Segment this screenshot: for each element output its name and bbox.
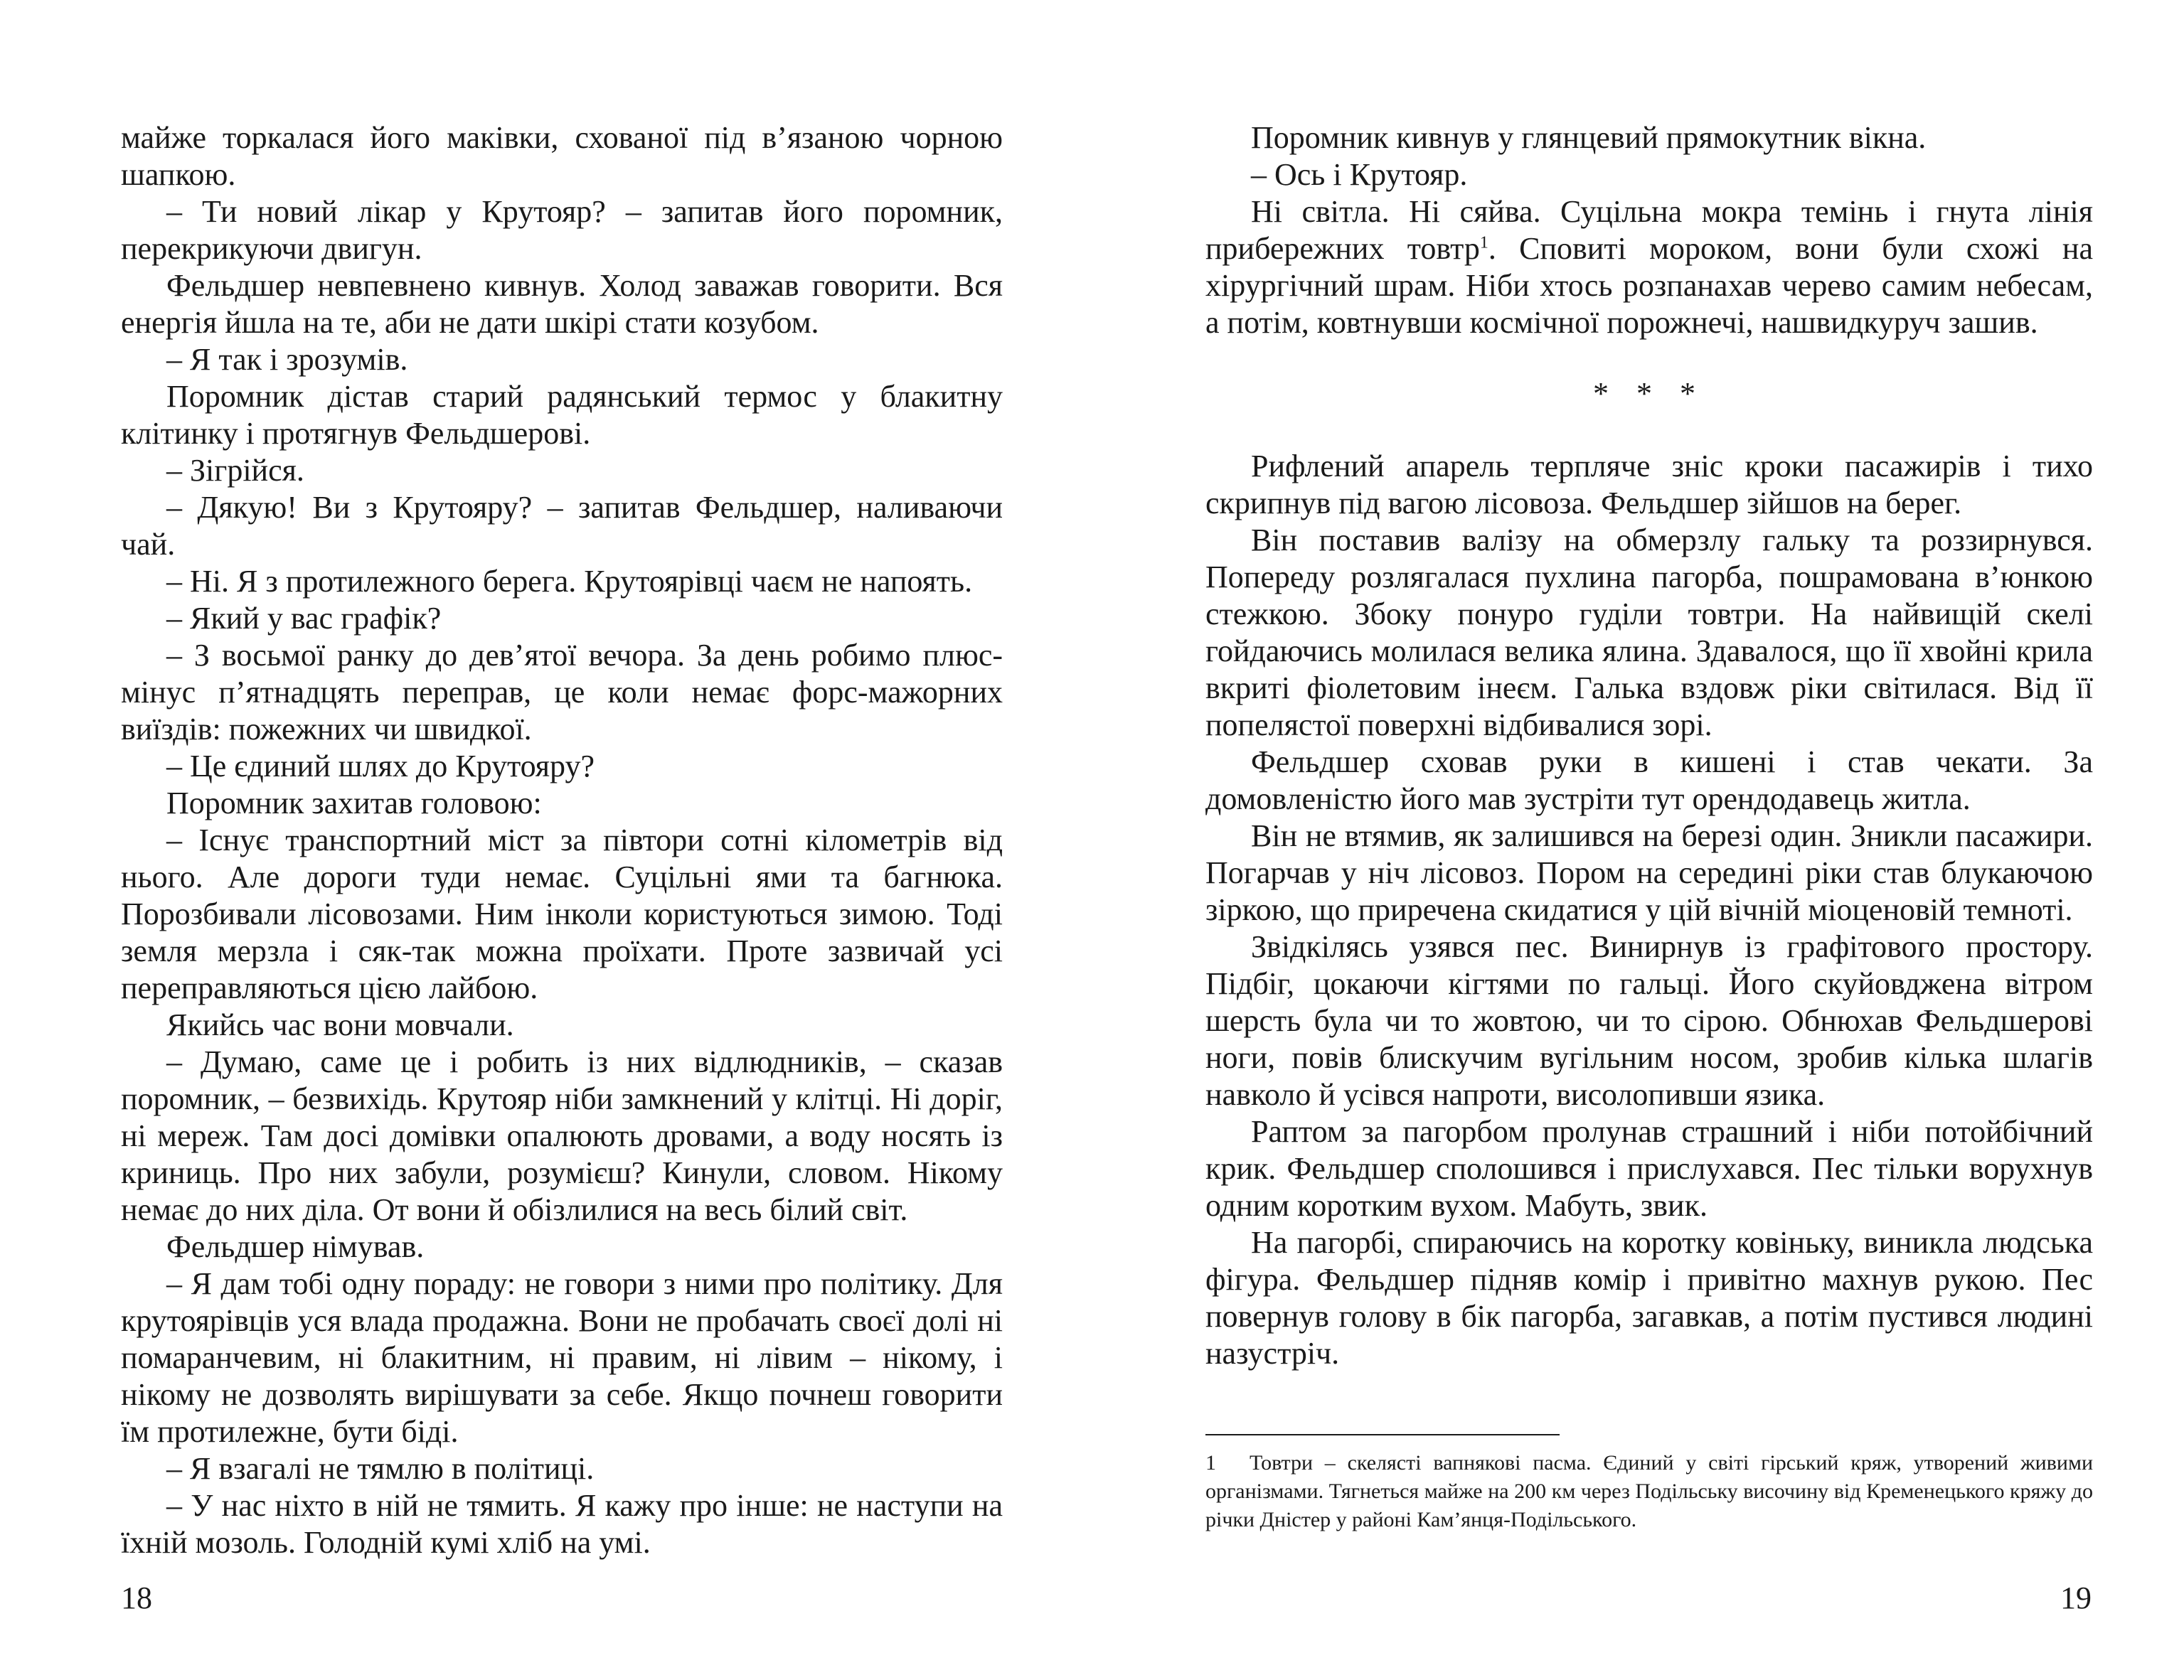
paragraph: – Я взагалі не тямлю в політиці. [166,1451,595,1486]
paragraph: – Це єдиний шлях до Крутояру? [166,749,595,783]
paragraph: Він поставив валізу на обмерзлу гальку та роззирнувся. Попереду розлягалася пухлина пагорба, пошрамована в’юнкою стежкою. Збоку понуро гуділи товтри. На найвищій скелі гойдаючись молилася велика ялина. Здавалося, що її хвойні крила вкриті фіолетовим інеєм. Галька вздовж ріки світилася. Від її попелястої поверхні відбивалися зорі. [1205,523,2093,742]
paragraph: – Ні. Я з протилежного берега. Крутоярівці чаєм не напоять. [166,564,973,599]
paragraph-with-footnote [1205,193,2093,341]
paragraph: Він не втямив, як залишився на березі один. Зникли пасажири. Погарчав у ніч лісовоз. Пором на середині ріки став блукаючою зіркою, що приречена скидатися у цій вічній міоценовій темноті. [1205,818,2093,927]
paragraph: Фельдшер сховав руки в кишені і став чекати. За домовленістю його мав зустріти тут орендодавець житла. [1205,744,2093,816]
footnote [1205,1449,2093,1534]
paragraph: Фельдшер невпевнено кивнув. Холод заважав говорити. Вся енергія йшла на те, аби не дати шкірі стати козубом. [121,268,1003,340]
footnote-marker: 1 [1479,233,1488,252]
paragraph: Рифлений апарель терпляче зніс кроки пасажирів і тихо скрипнув під вагою лісовоза. Фельдшер зійшов на берег. [1205,449,2093,520]
paragraph: Поромник захитав головою: [166,786,542,820]
paragraph: На пагорбі, спираючись на коротку ковіньку, виникла людська фігура. Фельдшер підняв комір і привітно махнув рукою. Пес повернув голову в бік пагорба, загавкав, а потім пустився людині назустріч. [1205,1225,2093,1371]
paragraph: – Думаю, саме це і робить із них відлюдників, – сказав поромник, – безвихідь. Крутояр ніби замкнений у клітці. Ні доріг, ні мереж. Там досі домівки опалюють дровами, а воду носять із криниць. Про них забули, розумієш? Кинули, словом. Нікому немає до них діла. От вони й обізлилися на весь білий світ. [121,1044,1003,1227]
paragraph: Раптом за пагорбом пролунав страшний і ніби потойбічний крик. Фельдшер сполошився і прислухався. Пес тільки ворухнув одним коротким вухом. Мабуть, звик. [1205,1114,2093,1223]
paragraph: майже торкалася його маківки, схованої під в’язаною чорною шапкою. [121,120,1003,192]
paragraph: – Ось і Крутояр. [1251,157,1468,192]
paragraph: – Ти новий лікар у Крутояр? – запитав його поромник, перекрикуючи двигун. [121,194,1003,266]
paragraph: – Який у вас графік? [166,601,442,636]
page-number-left: 18 [121,1580,152,1615]
paragraph: Фельдшер німував. [166,1229,425,1264]
paragraph: Звідкілясь узявся пес. Винирнув із графітового простору. Підбіг, цокаючи кігтями по гальці. Його скуйовджена вітром шерсть була чи то жовтою, чи то сірою. Обнюхав Фельдшерові ноги, повів блискучим вугільним носом, зробив кілька шлагів навколо й усівся напроти, висолопивши язика. [1205,929,2093,1112]
left-page-text [121,119,1003,1561]
paragraph: – Я так і зрозумів. [166,342,408,377]
paragraph: Якийсь час вони мовчали. [166,1007,514,1042]
paragraph: Поромник дістав старий радянський термос у блакитну клітинку і протягнув Фельдшерові. [121,379,1003,451]
right-page-text [1205,119,2093,1372]
footnote-number: 1 [1205,1451,1216,1475]
paragraph-text: Ні світла. Ні сяйва. Суцільна мокра темінь і гнута лінія прибережних товтр [1205,194,2093,266]
right-page [1092,0,2184,1680]
paragraph: – Існує транспортний міст за півтори сотні кілометрів від нього. Але дороги туди немає. Суцільні ями та багнюка. Порозбивали лісовозами. Ним інколи користуються зимою. Тоді земля мерзла і сяк-так можна проїхати. Проте зазвичай усі переправляються цією лайбою. [121,823,1003,1005]
section-break: * * * [1593,376,1705,411]
paragraph: – Дякую! Ви з Крутояру? – запитав Фельдшер, наливаючи чай. [121,490,1003,562]
paragraph: – З восьмої ранку до дев’ятої вечора. За день робимо плюс-мінус п’ятнадцять переправ, це коли немає форс-мажорних виїздів: пожежних чи швидкої. [121,638,1003,747]
footnote-text: Товтри – скелясті вапнякові пасма. Єдиний у світі гірський кряж, утворений живими організмами. Тягнеться майже на 200 км через Подільську височину від Кременецького кряжу до річки Дністер у районі Кам’янця-Подільського. [1205,1451,2093,1531]
paragraph: – Зігрійся. [166,453,304,488]
page-number-right: 19 [2060,1580,2092,1615]
paragraph-text: . Сповиті мороком, вони були схожі на хірургічний шрам. Ніби хтось розпанахав черево самим небесам, а потім, ковтнувши космічної порожнечі, нашвидкуруч зашив. [1205,231,2094,340]
paragraph: Поромник кивнув у глянцевий прямокутник вікна. [1251,120,1927,155]
footnote-divider [1205,1434,1560,1435]
paragraph: – Я дам тобі одну пораду: не говори з ними про політику. Для крутоярівців уся влада продажна. Вони не пробачать своєї долі ні помаранчевим, ні блакитним, ні правим, ні лівим – нікому, і нікому не дозволять вирішувати за себе. Якщо почнеш говорити їм протилежне, бути біді. [121,1266,1003,1449]
paragraph: – У нас ніхто в ній не тямить. Я кажу про інше: не наступи на їхній мозоль. Голодній кумі хліб на умі. [121,1488,1003,1560]
